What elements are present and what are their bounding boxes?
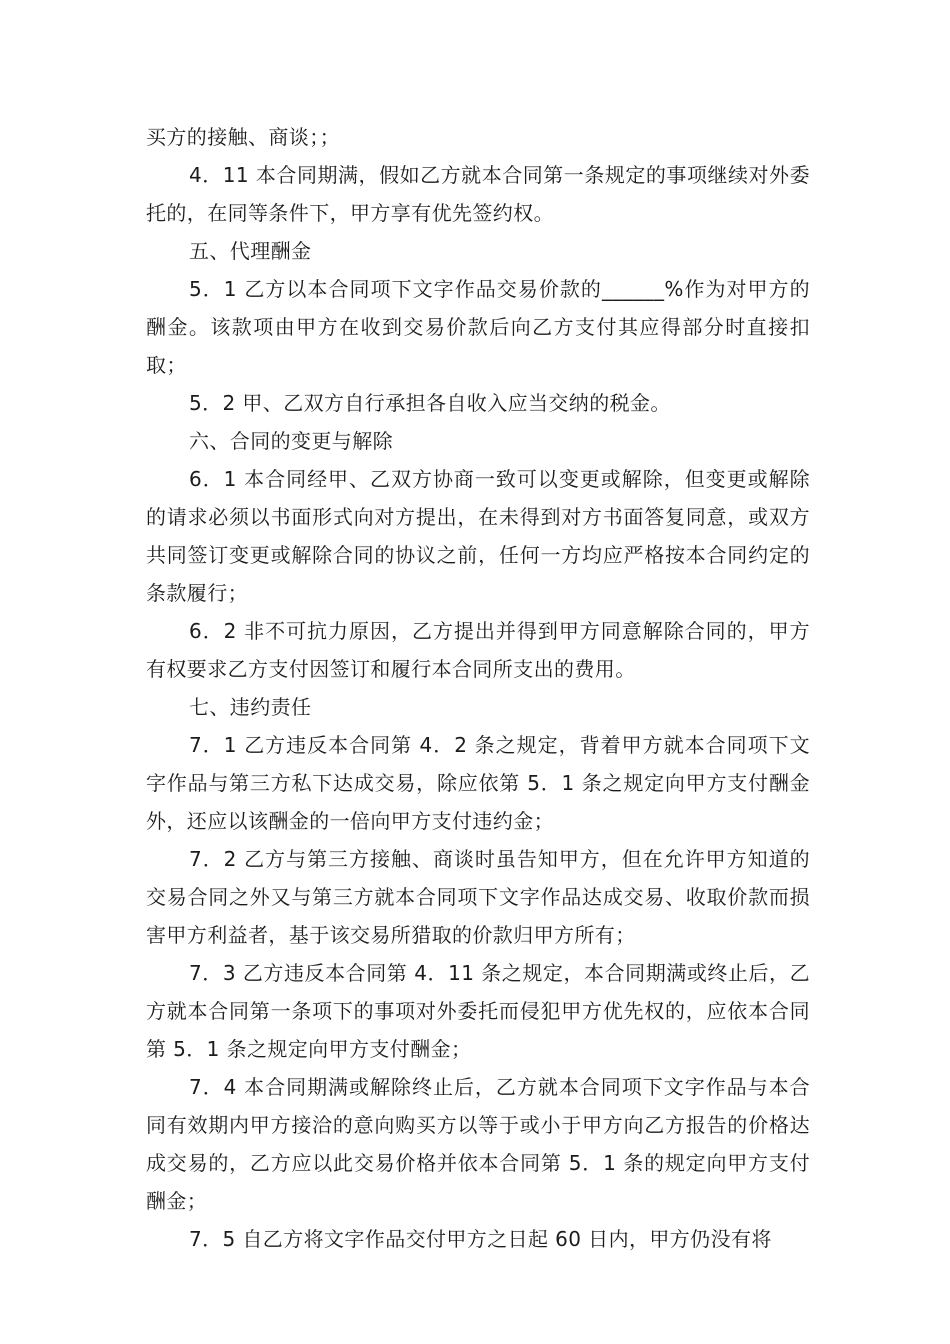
paragraph: 买方的接触、商谈；；	[146, 125, 340, 149]
clause-7-3: 7．3 乙方违反本合同第 4．11 条之规定，本合同期满或终止后，乙方就本合同第一条项下的事项对外委托而侵犯甲方优先权的，应依本合同第 5．1 条之规定向甲方支付酬金；	[146, 961, 810, 1061]
document-page	[146, 118, 810, 1258]
clause-6-1: 6．1 本合同经甲、乙双方协商一致可以变更或解除，但变更或解除的请求必须以书面形式向对方提出，在未得到对方书面答复同意，或双方共同签订变更或解除合同的协议之前，任何一方均应严格按本合同约定的条款履行；	[146, 467, 810, 605]
section-heading-agency-fee: 五、代理酬金	[189, 239, 312, 263]
clause-4-11: 4．11 本合同期满，假如乙方就本合同第一条规定的事项继续对外委托的，在同等条件下，甲方享有优先签约权。	[146, 163, 810, 225]
clause-6-2: 6．2 非不可抗力原因，乙方提出并得到甲方同意解除合同的，甲方有权要求乙方支付因签订和履行本合同所支出的费用。	[146, 619, 810, 681]
clause-5-1: 5．1 乙方以本合同项下文字作品交易价款的______%作为对甲方的酬金。该款项由甲方在收到交易价款后向乙方支付其应得部分时直接扣取；	[146, 277, 810, 377]
clause-7-1: 7．1 乙方违反本合同第 4．2 条之规定，背着甲方就本合同项下文字作品与第三方私下达成交易，除应依第 5．1 条之规定向甲方支付酬金外，还应以该酬金的一倍向甲方支付违约金；	[146, 733, 810, 833]
clause-7-5: 7．5 自乙方将文字作品交付甲方之日起 60 日内，甲方仍没有将	[189, 1227, 772, 1251]
section-heading-liability: 七、违约责任	[189, 695, 312, 719]
clause-7-4: 7．4 本合同期满或解除终止后，乙方就本合同项下文字作品与本合同有效期内甲方接洽的意向购买方以等于或小于甲方向乙方报告的价格达成交易的，乙方应以此交易价格并依本合同第 5．1 条的规定向甲方支付酬金；	[146, 1075, 810, 1213]
section-heading-change-termination: 六、合同的变更与解除	[189, 429, 393, 453]
clause-7-2: 7．2 乙方与第三方接触、商谈时虽告知甲方，但在允许甲方知道的交易合同之外又与第三方就本合同项下文字作品达成交易、收取价款而损害甲方利益者，基于该交易所猎取的价款归甲方所有；	[146, 847, 810, 947]
clause-5-2: 5．2 甲、乙双方自行承担各自收入应当交纳的税金。	[189, 391, 671, 415]
